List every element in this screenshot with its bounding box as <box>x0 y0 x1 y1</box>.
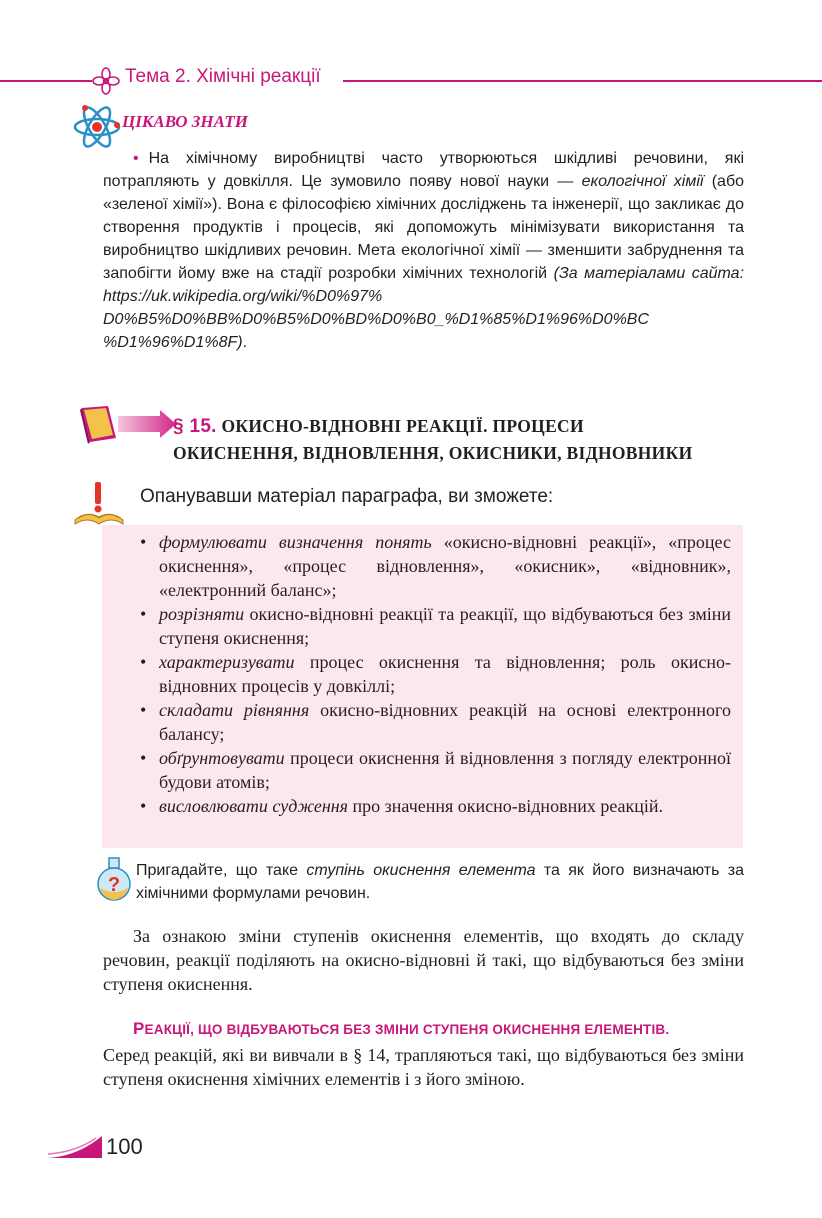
did-you-know-text-part: На хімічному виробництві часто утворюються шкідливі речовини, які потрапляють у довкілля. Це зумовило появу нової науки — <box>103 150 744 190</box>
did-you-know-text-end: . <box>242 334 248 351</box>
objective-text: окисно-відновні реакції та реакції, що відбуваються без зміни ступеня окиснення; <box>159 604 731 648</box>
list-item <box>140 602 731 650</box>
objective-text: процес окиснення та відновлення; роль окисно-відновних процесів у довкіллі; <box>159 652 731 696</box>
objective-verb: характеризувати <box>159 652 295 672</box>
subsection-heading-text: ЕАКЦІЇ, ЩО ВІДБУВАЮТЬСЯ БЕЗ ЗМІНИ СТУПЕНЯ ОКИСНЕННЯ ЕЛЕМЕНТІВ. <box>144 1022 670 1037</box>
list-item <box>140 650 731 698</box>
flower-icon <box>92 67 120 95</box>
header-rule-left <box>0 80 92 82</box>
footer-swoosh-icon <box>48 1134 104 1160</box>
bullet-marker: • <box>133 150 139 167</box>
objective-text: окисно-відновних реакцій на основі електронного балансу; <box>159 700 731 744</box>
section-title-line1: ОКИСНО-ВІДНОВНІ РЕАКЦІЇ. ПРОЦЕСИ <box>221 416 584 436</box>
did-you-know-text <box>103 147 744 354</box>
objectives-intro: Опанувавши матеріал параграфа, ви зможете: <box>140 486 554 507</box>
recall-prompt <box>136 859 744 905</box>
header-rule-right <box>343 80 822 82</box>
list-item <box>140 530 731 602</box>
svg-text:?: ? <box>107 874 121 896</box>
source-citation: (За матеріалами сайта: https://uk.wikipedia.org/wiki/%D0%97% D0%B5%D0%BB%D0%B5%D0%BD%D0%B0_%D1%85%D1%96%D0%BC %D1%96%D1%8F) <box>103 265 745 351</box>
did-you-know-text-part: (або «зеленої хімії»). Вона є філософією хімічних досліджень та інженерії, що закликає до створення продуктів і процесів, які допоможуть мінімізувати використання та виробництво шкідливих речовин. Мета екологічної хімії — зменшити забруднення та запобігти йому вже на стадії розробки хімічних технологій <box>103 173 745 282</box>
objective-verb: обґрунтовувати <box>159 748 285 768</box>
objectives-list <box>140 530 731 818</box>
did-you-know-title: ЦІКАВО ЗНАТИ <box>122 112 248 131</box>
atom-icon <box>72 100 122 154</box>
recall-term: ступінь окиснення елемента <box>306 862 536 879</box>
open-book-exclamation-icon <box>73 480 125 526</box>
question-flask-icon <box>96 856 132 902</box>
body-paragraph: За ознакою зміни ступенів окиснення елементів, що входять до складу речовин, реакції поділяють на окисно-відновні й такі, що відбуваються без зміни ступеня окиснення. <box>103 926 744 994</box>
topic-title: Тема 2. Хімічні реакції <box>125 66 321 87</box>
body-paragraph: Серед реакцій, які ви вивчали в § 14, трапляються такі, що відбуваються без зміни ступеня окиснення хімічних елементів і з його зміною. <box>103 1045 744 1089</box>
list-item <box>140 698 731 746</box>
subsection-heading-initial: Р <box>133 1019 145 1038</box>
list-item <box>140 746 731 794</box>
recall-text: та як його визначають за хімічними формулами речовин. <box>136 862 745 902</box>
objective-verb: розрізняти <box>159 604 245 624</box>
page-number: 100 <box>106 1134 143 1159</box>
list-item <box>140 794 731 818</box>
objective-text: «окисно-відновні реакції», «процес окиснення», «процес відновлення», «окисник», «відновник», «електронний баланс»; <box>159 532 731 600</box>
section-title-line2: ОКИСНЕННЯ, ВІДНОВЛЕННЯ, ОКИСНИКИ, ВІДНОВНИКИ <box>173 443 693 463</box>
term-ecological-chemistry: екологічної хімії <box>581 173 704 190</box>
objective-text: про значення окисно-відновних реакцій. <box>348 796 664 816</box>
objective-verb: висловлювати судження <box>159 796 349 816</box>
objective-verb: формулювати визначення понять <box>159 532 432 552</box>
book-arrow-icon <box>78 402 178 446</box>
objective-verb: складати рівняння <box>159 700 310 720</box>
section-heading <box>173 413 773 466</box>
subsection-heading <box>133 1019 744 1039</box>
section-number: § 15. <box>173 416 217 437</box>
objective-text: процеси окиснення й відновлення з погляду електронної будови атомів; <box>159 748 731 792</box>
recall-text: Пригадайте, що таке <box>136 862 307 879</box>
